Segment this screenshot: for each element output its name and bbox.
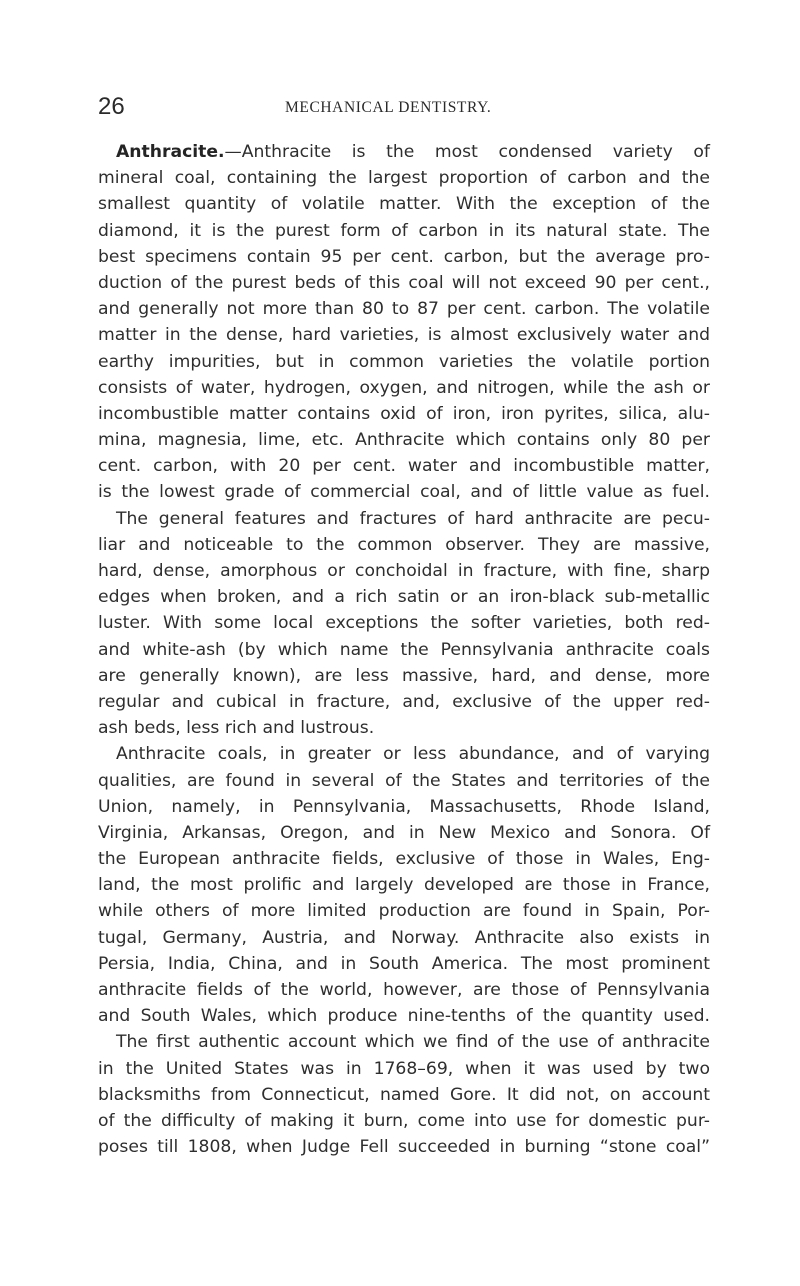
text-line: qualities, are found in several of the States and territories of the (98, 770, 710, 791)
text-line: and South Wales, which produce nine-tenths of the quantity used. (98, 1006, 710, 1027)
text-line: poses till 1808, when Judge Fell succeeded in burning “stone coal” (98, 1137, 710, 1158)
run-in-heading: Anthracite. (116, 142, 225, 162)
text-line: smallest quantity of volatile matter. With the exception of the (98, 194, 710, 215)
text-line: while others of more limited production are found in Spain, Por- (98, 901, 710, 922)
text-line: Union, namely, in Pennsylvania, Massachusetts, Rhode Island, (98, 796, 710, 817)
text-line-content: —Anthracite is the most condensed variety of (224, 142, 710, 162)
text-line: edges when broken, and a rich satin or an iron-black sub-metallic (98, 587, 710, 608)
text-line: anthracite fields of the world, however, are those of Pennsylvania (98, 980, 710, 1000)
running-title: MECHANICAL DENTISTRY. (285, 99, 492, 116)
text-line: The first authentic account which we find of the use of anthracite (116, 1032, 710, 1053)
text-line: earthy impurities, but in common varieties the volatile portion (98, 351, 710, 372)
text-line: Virginia, Arkansas, Oregon, and in New Mexico and Sonora. Of (98, 822, 710, 843)
text-line: and white-ash (by which name the Pennsylvania anthracite coals (98, 639, 710, 660)
text-line: consists of water, hydrogen, oxygen, and nitrogen, while the ash or (98, 377, 710, 398)
text-line: mina, magnesia, lime, etc. Anthracite which contains only 80 per (98, 430, 710, 451)
text-line: diamond, it is the purest form of carbon in its natural state. The (98, 220, 710, 241)
text-line: incombustible matter contains oxid of iron, iron pyrites, silica, alu- (98, 403, 710, 424)
body-text (98, 139, 710, 1160)
text-line: blacksmiths from Connecticut, named Gore. It did not, on account (98, 1084, 710, 1105)
text-line: ash beds, less rich and lustrous. (98, 718, 375, 739)
text-line: best specimens contain 95 per cent. carbon, but the average pro- (98, 246, 710, 267)
text-line: liar and noticeable to the common observer. They are massive, (98, 534, 710, 555)
text-line: land, the most prolific and largely developed are those in France, (98, 875, 710, 896)
text-line: matter in the dense, hard varieties, is almost exclusively water and (98, 325, 710, 346)
text-line: luster. With some local exceptions the softer varieties, both red- (98, 613, 710, 634)
text-line: regular and cubical in fracture, and, exclusive of the upper red- (98, 691, 710, 712)
page-number: 26 (98, 93, 125, 120)
text-line: Anthracite coals, in greater or less abundance, and of varying (116, 744, 710, 765)
text-line: of the difficulty of making it burn, come into use for domestic pur- (98, 1110, 710, 1131)
text-line: Persia, India, China, and in South America. The most prominent (98, 953, 710, 974)
text-line (98, 139, 710, 165)
text-line: and generally not more than 80 to 87 per cent. carbon. The volatile (98, 299, 710, 320)
text-line: tugal, Germany, Austria, and Norway. Anthracite also exists in (98, 927, 710, 948)
text-line: hard, dense, amorphous or conchoidal in fracture, with fine, sharp (98, 561, 710, 581)
text-line: duction of the purest beds of this coal will not exceed 90 per cent., (98, 272, 710, 293)
running-head (98, 93, 708, 121)
text-line: the European anthracite fields, exclusive of those in Wales, Eng- (98, 849, 710, 870)
text-line: in the United States was in 1768–69, when it was used by two (98, 1058, 710, 1079)
text-line: mineral coal, containing the largest proportion of carbon and the (98, 168, 710, 189)
text-line: are generally known), are less massive, hard, and dense, more (98, 665, 710, 686)
text-line: is the lowest grade of commercial coal, and of little value as fuel. (98, 482, 710, 503)
text-line: cent. carbon, with 20 per cent. water and incombustible matter, (98, 456, 710, 477)
text-line: The general features and fractures of hard anthracite are pecu- (116, 508, 710, 529)
